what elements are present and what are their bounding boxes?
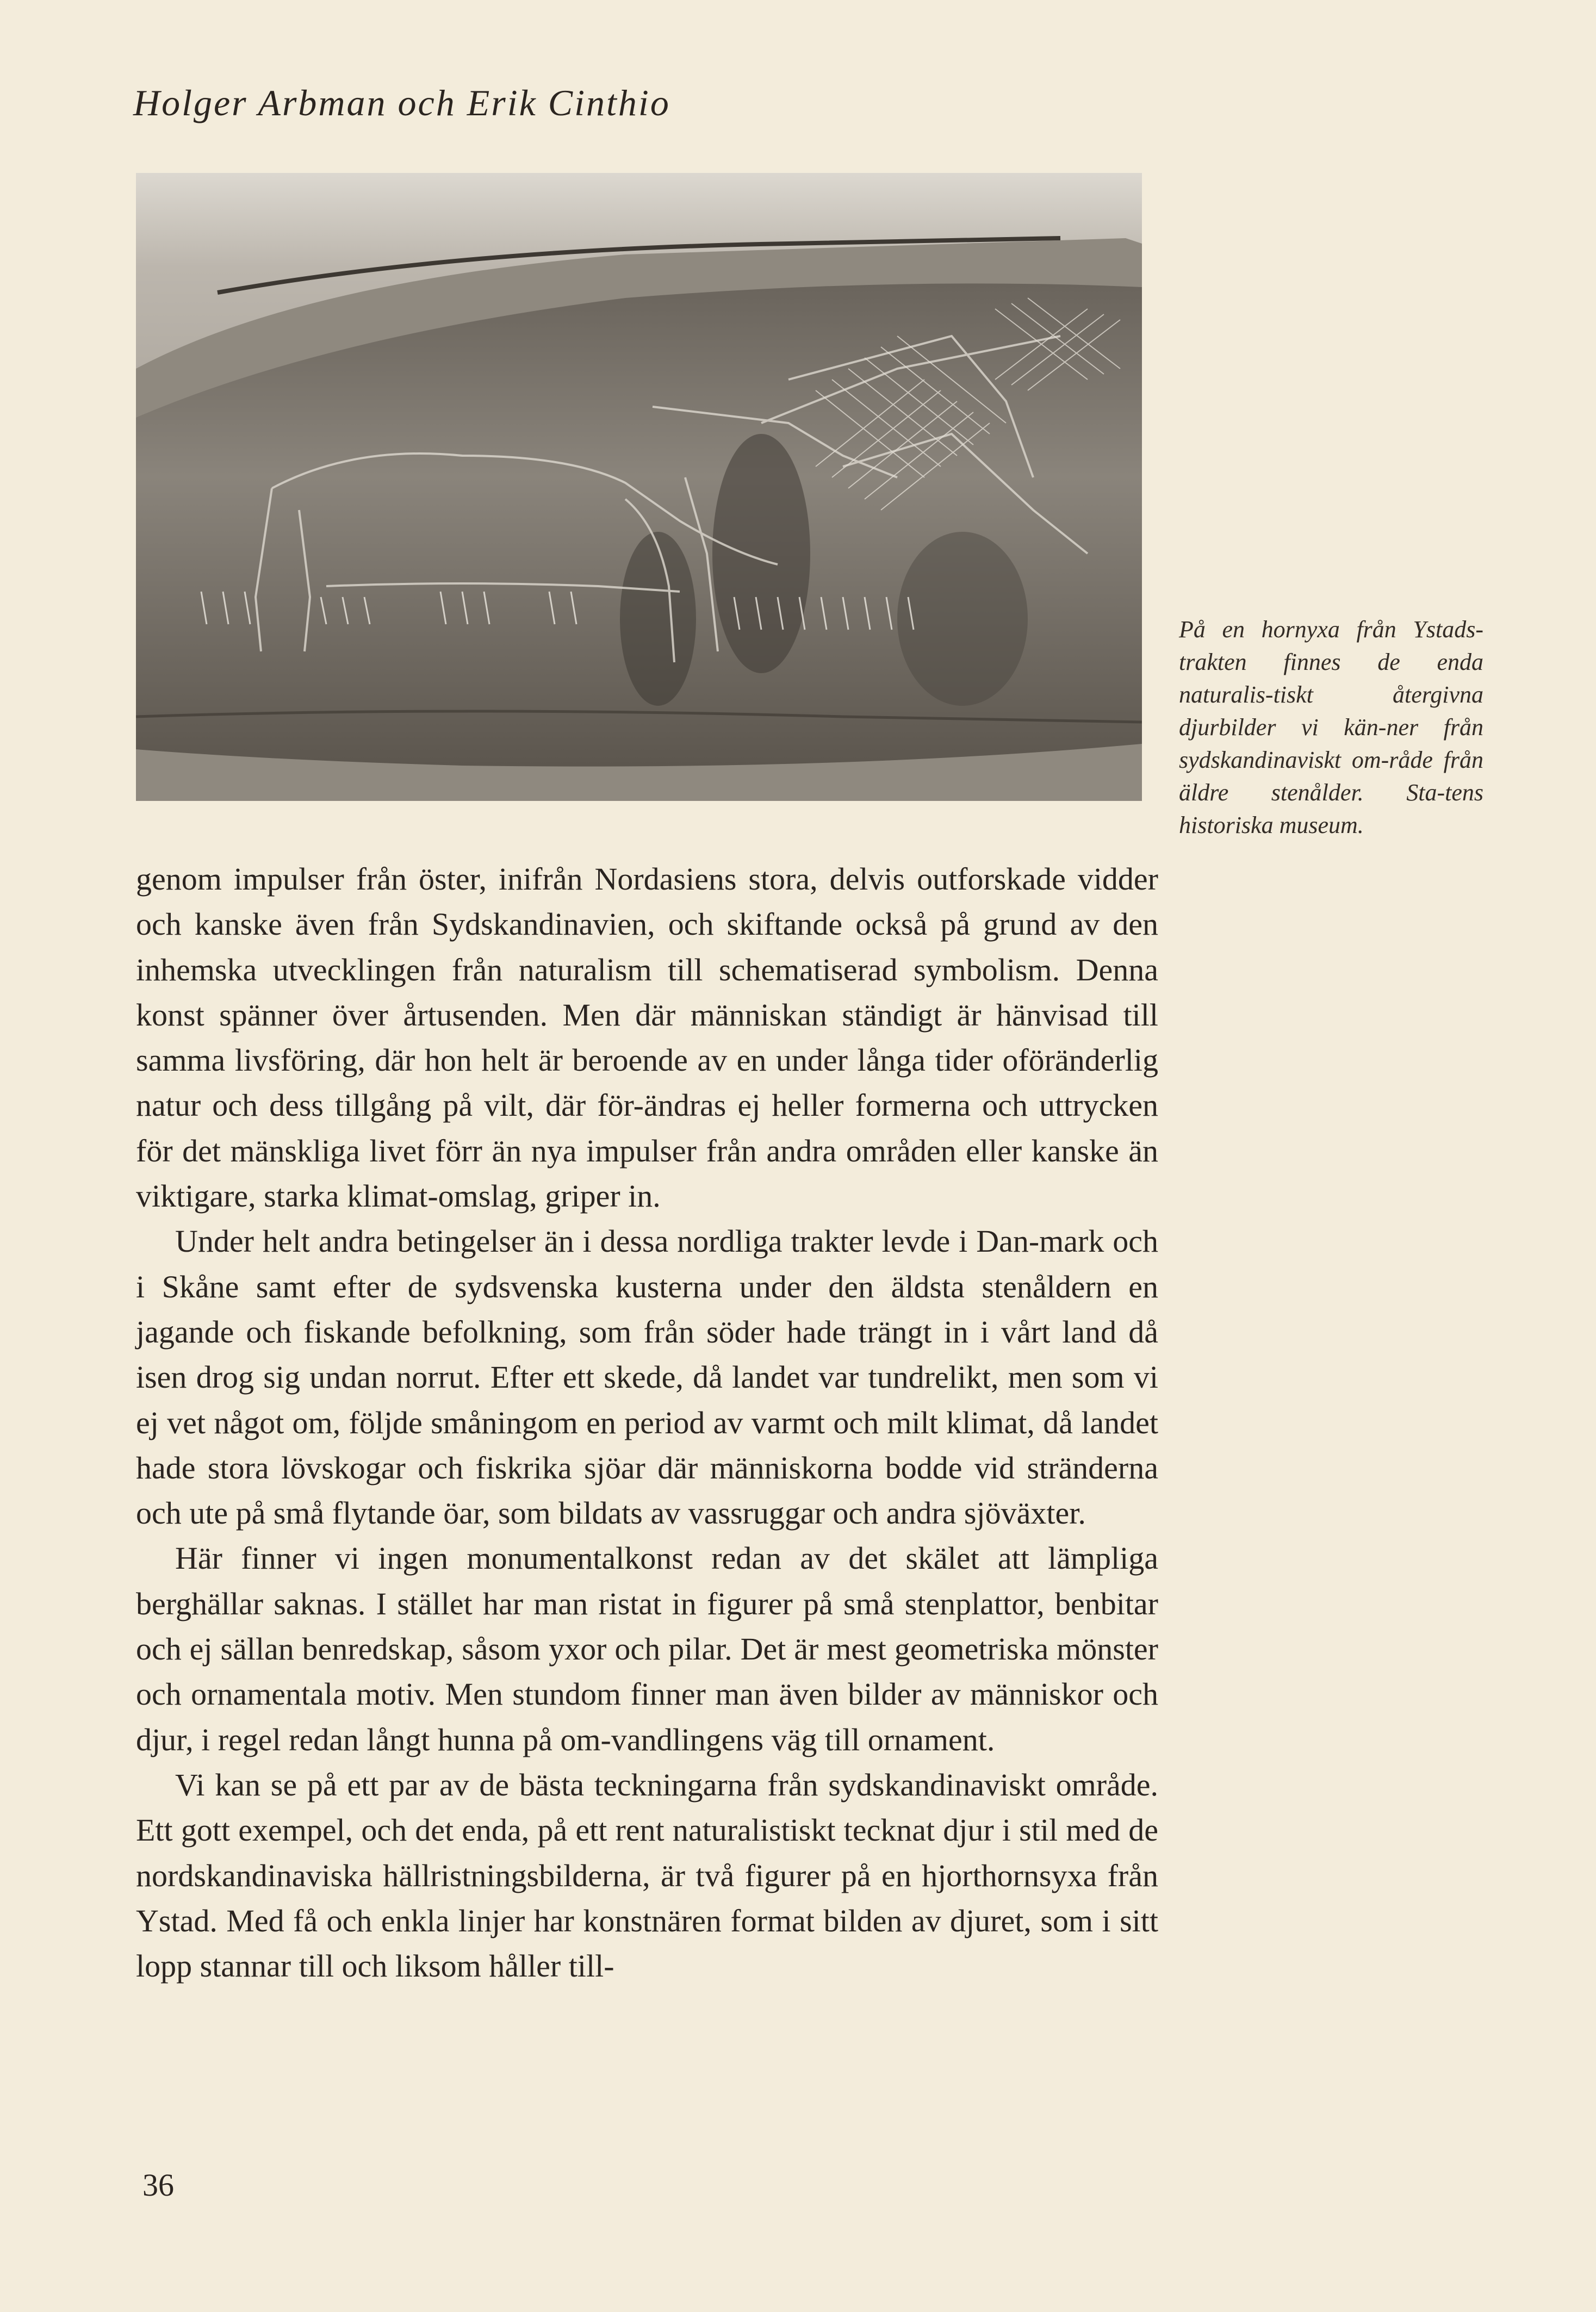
antler-axe-engraving-image [136,173,1142,801]
body-text [136,856,1158,1988]
engraved-antler-axe-photo [136,173,1142,801]
body-paragraph: Här finner vi ingen monumentalkonst redan av det skälet att lämpliga berghällar saknas. I stället har man ristat in figurer på små stenplattor, benbitar och ej sällan benredskap, såsom yxor och pilar. Det är mest geometriska mönster och ornamentala motiv. Men stundom finner man även bilder av människor och djur, i regel redan långt hunna på om-vandlingens väg till ornament. [136,1540,1158,1757]
body-paragraph: Under helt andra betingelser än i dessa nordliga trakter levde i Dan-mark och i Skåne samt efter de sydsvenska kusterna under den äldsta stenåldern en jagande och fiskande befolkning, som från söder hade trängt in i vårt land då isen drog sig undan norrut. Efter ett skede, då landet var tundrelikt, men som vi ej vet något om, följde småningom en period av varmt och milt klimat, då landet hade stora lövskogar och fiskrika sjöar där människorna bodde vid stränderna och ute på små flytande öar, som bildats av vassruggar och andra sjöväxter. [136,1223,1158,1531]
page-number: 36 [142,2167,174,2203]
running-header-authors: Holger Arbman och Erik Cinthio [133,82,670,123]
body-paragraph: Vi kan se på ett par av de bästa teckningarna från sydskandinaviskt område. Ett gott exempel, och det enda, på ett rent naturalistiskt tecknat djur i stil med de nordskandinaviska hällristningsbilderna, är två figurer på en hjorthornsyxa från Ystad. Med få och enkla linjer har konstnären format bilden av djuret, som i sitt lopp stannar till och liksom håller till- [136,1767,1158,1984]
figure-caption: På en hornyxa från Ystads-trakten finnes de enda naturalis-tiskt återgivna djurbilder vi kän-ner från sydskandinaviskt om-råde från äldre stenålder. Sta-tens historiska museum. [1179,616,1483,838]
body-paragraph: genom impulser från öster, inifrån Nordasiens stora, delvis outforskade vidder och kanske även från Sydskandinavien, och skiftande också på grund av den inhemska utvecklingen från naturalism till schematiserad symbolism. Denna konst spänner över årtusenden. Men där människan ständigt är hänvisad till samma livsföring, där hon helt är beroende av en under långa tider oföränderlig natur och dess tillgång på vilt, där för-ändras ej heller formerna och uttrycken för det mänskliga livet förr än nya impulser från andra områden eller kanske än viktigare, starka klimat-omslag, griper in. [136,861,1158,1214]
